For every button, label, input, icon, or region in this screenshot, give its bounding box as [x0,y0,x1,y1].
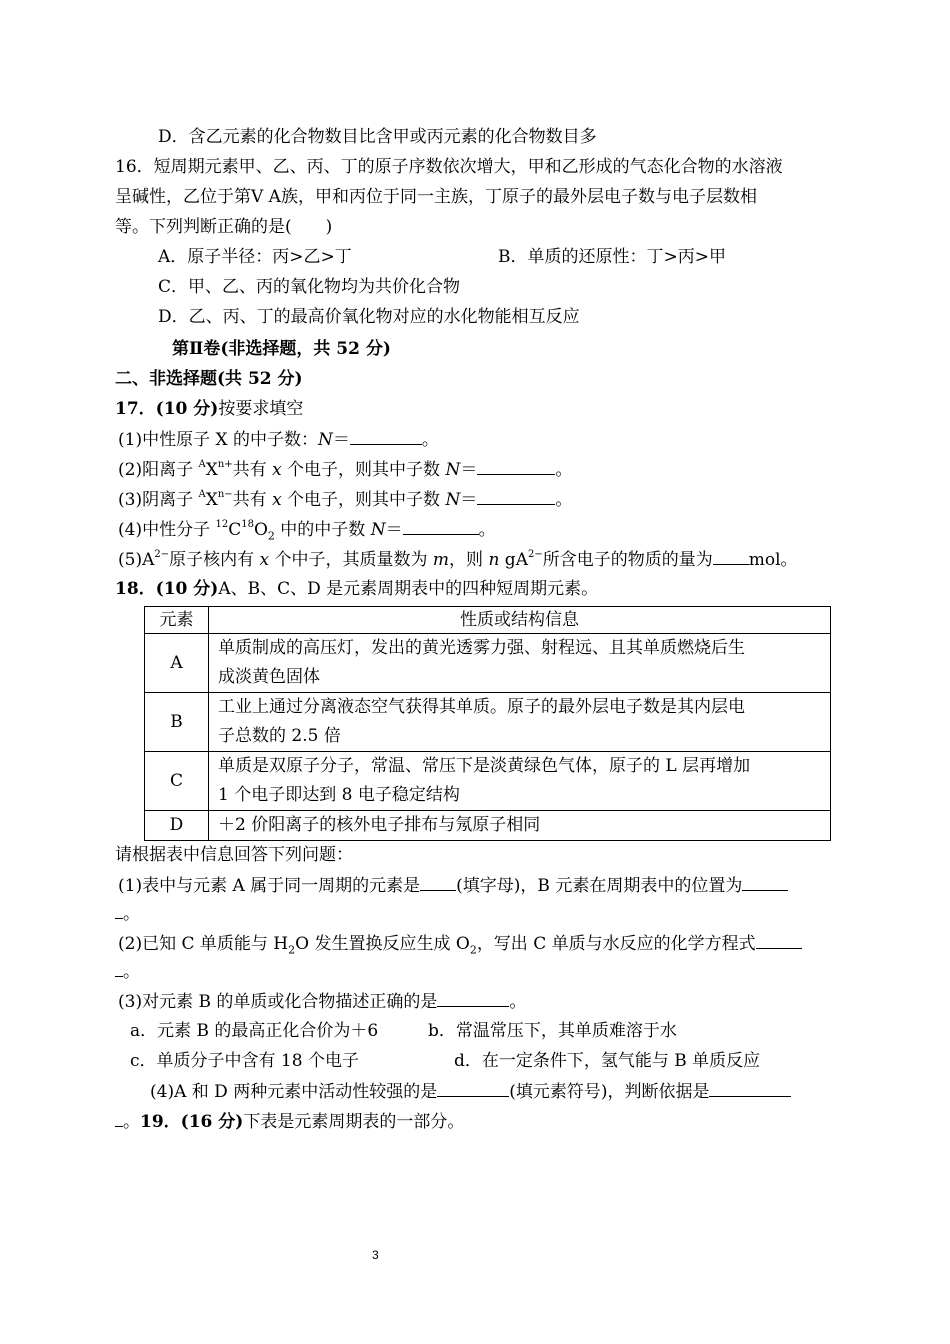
q17-item3-text: (3)阴离子 [118,490,199,510]
q17-item2-text: 个电子，则其中子数 [281,460,446,480]
answer-blank[interactable] [437,1080,509,1097]
isotope-sup: 18 [241,519,254,531]
subscript: 2 [288,943,296,957]
q17-item4-text: (4)中性分子 [118,520,216,540]
element-X: X [205,490,218,510]
q17-item5-text: ，则 [449,550,489,570]
var-N: N [445,490,461,510]
answer-blank[interactable] [420,874,456,891]
q18-header [115,578,598,600]
q17-item3-text: 共有 [232,490,273,510]
q16-option-a: A．原子半径：丙>乙>丁 [158,247,352,267]
answer-blank[interactable] [115,902,123,919]
info-line: 子总数的 2.5 倍 [218,726,341,746]
table-header-element: 元素 [145,607,209,634]
q16-stem-line3: 等。下列判断正确的是( ) [115,217,333,237]
var-x: x [259,550,270,570]
element-O: O [253,520,268,540]
answer-blank[interactable] [709,1080,791,1097]
q18-item3-text: (3)对元素 B 的单质或化合物描述正确的是 [118,992,438,1012]
info-line: 单质制成的高压灯，发出的黄光透雾力强、射程远、且其单质燃烧后生 [218,638,745,658]
table-cell-info [209,693,831,752]
charge-sup: 2− [527,549,543,561]
var-x: x [272,490,282,510]
table-header-row [145,607,831,634]
isotope-sup: 12 [215,519,229,531]
q16-stem-line2: 呈碱性，乙位于第Ⅴ A族，甲和丙位于同一主族，丁原子的最外层电子数与电子层数相 [115,187,757,207]
element-C: C [228,520,242,540]
q17-item4 [118,518,496,541]
mass-number-sup: A [198,459,206,471]
q16-stem-line1: 16．短周期元素甲、乙、丙、丁的原子序数依次增大，甲和乙形成的气态化合物的水溶液 [115,157,783,177]
q18-ask: 请根据表中信息回答下列问题： [115,845,353,865]
q18-option-b: b．常温常压下，其单质难溶于水 [428,1021,677,1041]
q18-item4-text: (填元素符号)，判断依据是 [509,1082,710,1102]
q17-intro: 按要求填空 [218,399,304,419]
period: 。 [123,904,140,924]
q18-item1 [118,874,788,897]
table-row [145,634,831,693]
table-cell-element: A [145,634,209,693]
answer-blank[interactable] [477,458,555,475]
var-N: N [370,520,386,540]
table-row [145,693,831,752]
q18-item4-text: (4)A 和 D 两种元素中活动性较强的是 [150,1082,438,1102]
var-n: n [488,550,500,570]
subscript: 2 [267,529,275,543]
table-row [145,811,831,841]
q17-item5 [118,548,798,571]
q16-option-d: D．乙、丙、丁的最高价氧化物对应的水化物能相互反应 [158,307,580,327]
q18-item2-cont [115,960,140,983]
answer-blank[interactable] [437,990,509,1007]
subscript: 2 [469,943,477,957]
equals: ＝ [460,460,478,480]
q18-item4 [150,1080,791,1103]
period: 。 [555,490,573,510]
period: 。 [478,520,496,540]
q18-item2-text: O 发生置换反应生成 O [295,934,470,954]
table-cell-info [209,752,831,811]
q18-item1-cont [115,902,140,925]
info-line: 单质是双原子分子，常温、常压下是淡黄绿色气体，原子的 L 层再增加 [218,756,751,776]
q19-intro: 下表是元素周期表的一部分。 [243,1112,465,1132]
var-m: m [432,550,450,570]
answer-blank[interactable] [350,428,422,445]
mass-number-sup: A [198,489,206,501]
period: 。 [421,430,439,450]
q15-option-d: D．含乙元素的化合物数目比含甲或丙元素的化合物数目多 [158,127,597,147]
info-line: 成淡黄色固体 [218,667,320,687]
q17-number: 17．(10 分) [115,399,219,419]
q17-item3-text: 个电子，则其中子数 [281,490,446,510]
period: 。 [509,992,527,1012]
q18-item3 [118,990,526,1013]
q17-item5-text: gA [499,550,528,570]
table-header-info: 性质或结构信息 [209,607,831,634]
q17-item1-text: (1)中性原子 X 的中子数： [118,430,318,450]
charge-sup: 2− [154,549,170,561]
period: 。 [123,962,140,982]
part2-heading: 二、非选择题(共 52 分) [115,369,303,389]
table-row [145,752,831,811]
q17-item3 [118,488,572,511]
table-cell-info: ＋2 价阳离子的核外电子排布与氖原子相同 [209,811,831,841]
equals: ＝ [332,430,350,450]
var-x: x [272,460,282,480]
table-cell-info [209,634,831,693]
q18-item2-text: ，写出 C 单质与水反应的化学方程式 [476,934,756,954]
var-N: N [445,460,461,480]
table-cell-element: B [145,693,209,752]
q19-number: 19．(16 分) [140,1112,244,1132]
answer-blank[interactable] [756,932,802,949]
answer-blank[interactable] [115,960,123,977]
part2-title: 第Ⅱ卷(非选择题，共 52 分) [172,339,391,359]
table-cell-element: C [145,752,209,811]
period: 。 [123,1112,140,1132]
charge-sup: n+ [217,459,233,471]
q18-item1-text: (填字母)，B 元素在周期表中的位置为 [456,876,743,896]
q18-intro: A、B、C、D 是元素周期表中的四种短周期元素。 [218,579,599,599]
var-N: N [318,430,333,450]
equals: ＝ [460,490,478,510]
q18-option-a: a．元素 B 的最高正化合价为＋6 [130,1021,379,1041]
answer-blank[interactable] [477,488,555,505]
answer-blank[interactable] [713,548,749,565]
q17-item5-text: 个中子，其质量数为 [269,550,433,570]
info-line: 工业上通过分离液态空气获得其单质。原子的最外层电子数是其内层电 [218,697,745,717]
q17-item2-text: 共有 [232,460,273,480]
element-info-table [144,606,831,841]
q16-option-b: B．单质的还原性：丁>丙>甲 [498,247,726,267]
charge-sup: n− [217,489,233,501]
page-number: 3 [372,1248,379,1262]
q17-item5-text: (5)A [118,550,155,570]
q18-number: 18．(10 分) [115,579,219,599]
info-line: 1 个电子即达到 8 电子稳定结构 [218,785,460,805]
unit-mol: mol。 [748,550,798,570]
q16-option-c: C．甲、乙、丙的氧化物均为共价化合物 [158,277,461,297]
element-X: X [205,460,218,480]
q17-item5-text: 原子核内有 [169,550,260,570]
equals: ＝ [385,520,403,540]
answer-blank[interactable] [742,874,788,891]
q18-option-c: c．单质分子中含有 18 个电子 [130,1051,359,1071]
q18-item4-cont [115,1110,464,1133]
table-cell-element: D [145,811,209,841]
q17-item2-text: (2)阳离子 [118,460,199,480]
q17-header [115,398,303,420]
answer-blank[interactable] [115,1110,123,1127]
q17-item4-text: 中的中子数 [274,520,371,540]
q18-item2-text: (2)已知 C 单质能与 H [118,934,289,954]
q18-item1-text: (1)表中与元素 A 属于同一周期的元素是 [118,876,421,896]
q18-item2 [118,932,802,955]
period: 。 [555,460,573,480]
answer-blank[interactable] [403,518,479,535]
q17-item2 [118,458,572,481]
q17-item1 [118,428,439,451]
q17-item5-text: 所含电子的物质的量为 [542,550,713,570]
q18-option-d: d．在一定条件下，氢气能与 B 单质反应 [454,1051,761,1071]
